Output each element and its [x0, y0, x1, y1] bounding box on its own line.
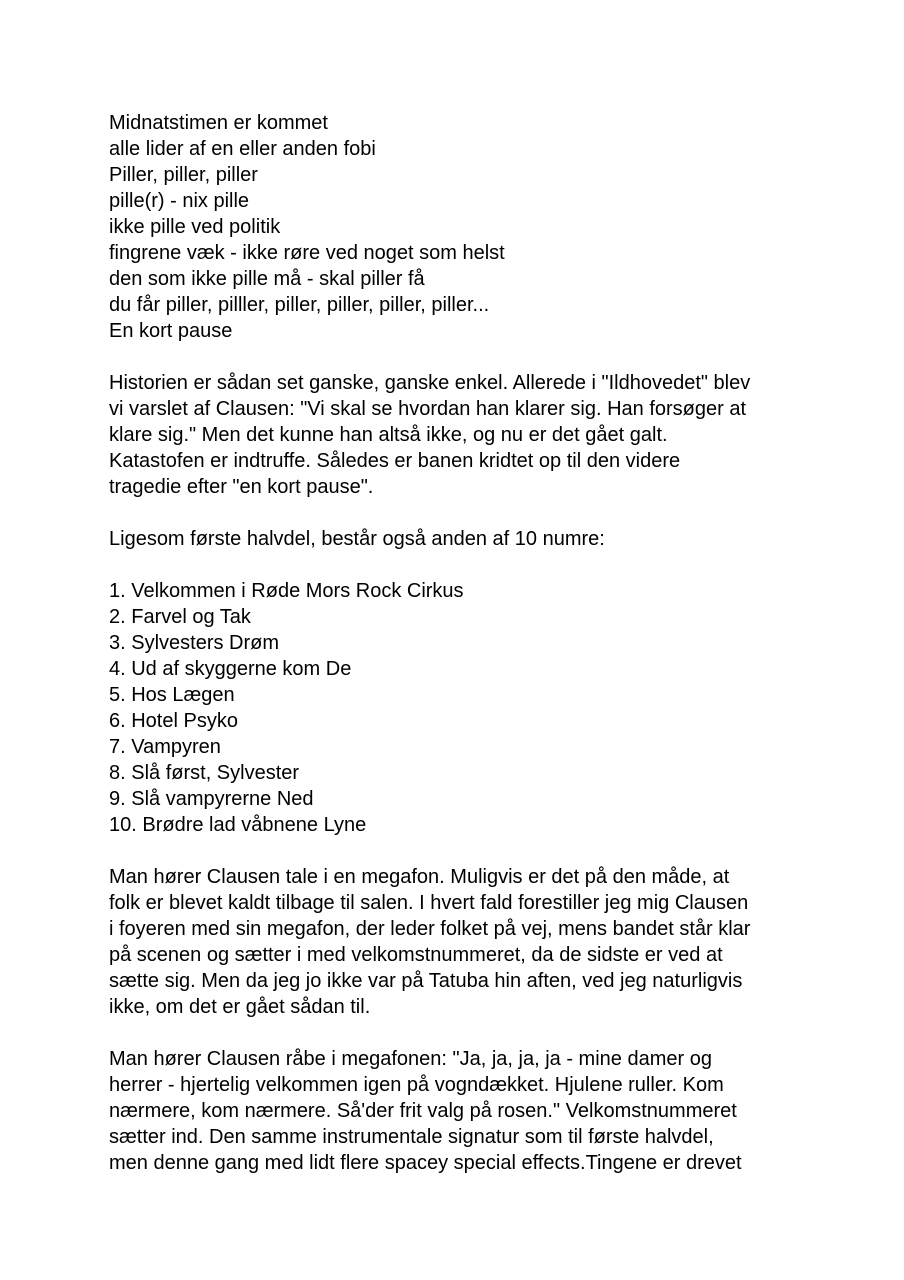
tracklist	[109, 578, 809, 838]
paragraph-line: folk er blevet kaldt tilbage til salen. I hvert fald forestiller jeg mig Clausen	[109, 892, 749, 914]
track-item: 2. Farvel og Tak	[109, 606, 251, 628]
paragraph-line: Man hører Clausen tale i en megafon. Muligvis er det på den måde, at	[109, 866, 730, 888]
paragraph-line: sætter ind. Den samme instrumentale signatur som til første halvdel,	[109, 1126, 714, 1148]
intro-line: Ligesom første halvdel, består også anden af 10 numre:	[109, 528, 605, 550]
paragraph-line: Man hører Clausen råbe i megafonen: "Ja, ja, ja, ja - mine damer og	[109, 1048, 712, 1070]
track-item: 8. Slå først, Sylvester	[109, 762, 300, 784]
paragraph-story	[109, 370, 809, 500]
poem-line: ikke pille ved politik	[109, 216, 281, 238]
poem-line: alle lider af en eller anden fobi	[109, 138, 376, 160]
track-item: 6. Hotel Psyko	[109, 710, 238, 732]
poem-line: Midnatstimen er kommet	[109, 112, 328, 134]
paragraph-line: nærmere, kom nærmere. Så'der frit valg på rosen." Velkomstnummeret	[109, 1100, 737, 1122]
paragraph-line: Historien er sådan set ganske, ganske enkel. Allerede i "Ildhovedet" blev	[109, 372, 751, 394]
poem-line: En kort pause	[109, 320, 233, 342]
paragraph-line: tragedie efter "en kort pause".	[109, 476, 374, 498]
paragraph-line: Katastofen er indtruffe. Således er banen kridtet op til den videre	[109, 450, 681, 472]
paragraph-line: ikke, om det er gået sådan til.	[109, 996, 371, 1018]
tracklist-intro	[109, 526, 809, 552]
poem-block	[109, 110, 809, 344]
paragraph-line: men denne gang med lidt flere spacey special effects.Tingene er drevet	[109, 1152, 742, 1174]
poem-line: Piller, piller, piller	[109, 164, 258, 186]
poem-line: pille(r) - nix pille	[109, 190, 250, 212]
poem-line: fingrene væk - ikke røre ved noget som helst	[109, 242, 505, 264]
track-item: 10. Brødre lad våbnene Lyne	[109, 814, 367, 836]
paragraph-line: på scenen og sætter i med velkomstnummeret, da de sidste er ved at	[109, 944, 723, 966]
track-item: 9. Slå vampyrerne Ned	[109, 788, 314, 810]
paragraph-megafon	[109, 864, 809, 1020]
paragraph-line: i foyeren med sin megafon, der leder folket på vej, mens bandet står klar	[109, 918, 751, 940]
paragraph-line: vi varslet af Clausen: "Vi skal se hvordan han klarer sig. Han forsøger at	[109, 398, 747, 420]
paragraph-line: herrer - hjertelig velkommen igen på vogndækket. Hjulene ruller. Kom	[109, 1074, 724, 1096]
track-item: 5. Hos Lægen	[109, 684, 235, 706]
document-page	[109, 110, 809, 1202]
poem-line: du får piller, pilller, piller, piller, piller, piller...	[109, 294, 490, 316]
track-item: 7. Vampyren	[109, 736, 221, 758]
track-item: 1. Velkommen i Røde Mors Rock Cirkus	[109, 580, 464, 602]
paragraph-velkomst	[109, 1046, 809, 1176]
paragraph-line: sætte sig. Men da jeg jo ikke var på Tatuba hin aften, ved jeg naturligvis	[109, 970, 743, 992]
track-item: 4. Ud af skyggerne kom De	[109, 658, 352, 680]
track-item: 3. Sylvesters Drøm	[109, 632, 280, 654]
poem-line: den som ikke pille må - skal piller få	[109, 268, 425, 290]
paragraph-line: klare sig." Men det kunne han altså ikke, og nu er det gået galt.	[109, 424, 668, 446]
